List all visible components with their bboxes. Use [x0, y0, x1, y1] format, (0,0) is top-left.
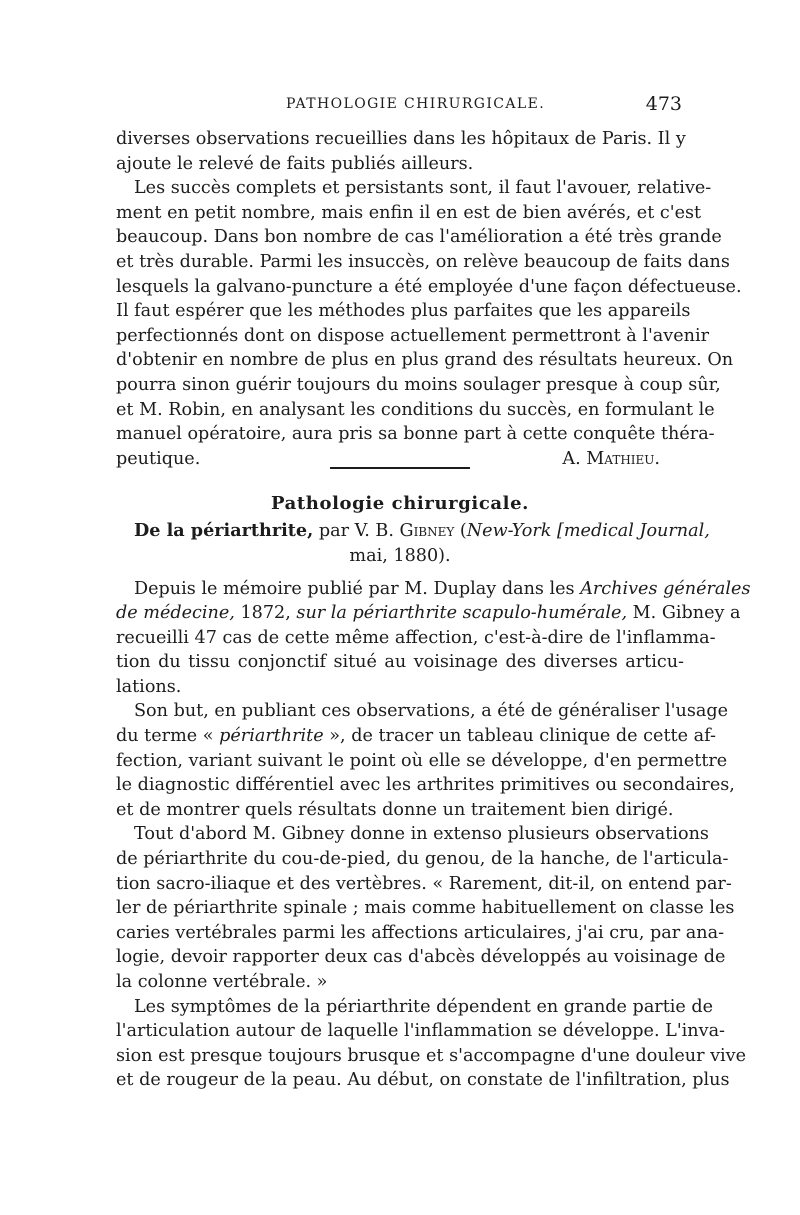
paragraph-purpose: [116, 699, 735, 822]
text-line: logie, devoir rapporter deux cas d'abcès développés au voisinage de: [116, 947, 726, 968]
text-line: tion du tissu conjonctif situé au voisinage des diverses articu-: [116, 652, 684, 673]
body-text: [116, 127, 751, 1093]
text-line: recueilli 47 cas de cette même affection, c'est-à-dire de l'inflamma-: [116, 627, 716, 648]
cited-title: Archives générales: [580, 578, 751, 599]
cited-title: de médecine,: [116, 603, 235, 624]
emphasized-term: périarthrite: [219, 726, 324, 747]
text-line: Il faut espérer que les méthodes plus parfaites que les appareils: [116, 301, 691, 322]
running-head: [116, 93, 684, 119]
running-head-title: PATHOLOGIE CHIRURGICALE.: [286, 96, 546, 112]
entry-title: De la périarthrite,: [134, 520, 314, 542]
author-signature: A. Mathieu.: [562, 448, 660, 469]
text-run: M. Gibney a: [627, 603, 741, 624]
text-line: Les succès complets et persistants sont, il faut l'avouer, relative-: [134, 178, 712, 199]
text-line: ler de périarthrite spinale ; mais comme habituellement on classe les: [116, 898, 735, 919]
text-line: [116, 601, 741, 626]
entry-journal: New-York [medical Journal,: [466, 521, 710, 542]
paragraph-symptoms: [116, 995, 747, 1093]
paragraph-conclusion: [116, 176, 742, 471]
text-line: Tout d'abord M. Gibney donne in extenso plusieurs observations: [134, 824, 709, 845]
text-line: et de montrer quels résultats donne un traitement bien dirigé.: [116, 799, 674, 820]
text-run: Depuis le mémoire publié par M. Duplay dans les: [134, 578, 581, 599]
text-line: perfectionnés dont on dispose actuellement permettront à l'avenir: [116, 325, 709, 346]
text-run: 1872,: [234, 603, 297, 624]
text-line: manuel opératoire, aura pris sa bonne part à cette conquête théra-: [116, 424, 715, 445]
text-line: peutique.: [116, 448, 201, 469]
text-line: Les symptômes de la périarthrite dépendent en grande partie de: [134, 996, 714, 1017]
text-line: lesquels la galvano-puncture a été employée d'une façon défectueuse.: [116, 276, 742, 297]
section-heading: Pathologie chirurgicale.: [270, 493, 530, 515]
text-line: diverses observations recueillies dans les hôpitaux de Paris. Il y: [116, 129, 686, 149]
section-divider-rule: [330, 467, 470, 469]
text-line: [116, 724, 716, 749]
text-line: le diagnostic différentiel avec les arthrites primitives ou secondaires,: [116, 775, 735, 796]
text-line: beaucoup. Dans bon nombre de cas l'amélioration a été très grande: [116, 227, 722, 248]
entry-author: Gibney: [399, 521, 455, 542]
text-line: tion sacro-iliaque et des vertèbres. « Rarement, dit-il, on entend par-: [116, 873, 732, 894]
cited-title: sur la périarthrite scapulo-humérale,: [296, 603, 628, 624]
text-run: », de tracer un tableau clinique de cette af-: [323, 726, 716, 747]
text-line: et de rougeur de la peau. Au début, on constate de l'infiltration, plus: [116, 1070, 730, 1091]
entry-date: mai, 1880).: [349, 545, 451, 566]
entry-paren: (: [454, 521, 467, 542]
text-line: de périarthrite du cou-de-pied, du genou, de la hanche, de l'articula-: [116, 849, 729, 870]
page-number: 473: [645, 93, 682, 115]
text-line: d'obtenir en nombre de plus en plus grand des résultats heureux. On: [116, 350, 734, 371]
text-line: fection, variant suivant le point où elle se développe, d'en permettre: [116, 750, 728, 771]
text-run: du terme «: [116, 726, 220, 747]
text-line: caries vertébrales parmi les affections articulaires, j'ai cru, par ana-: [116, 922, 725, 943]
text-line: ajoute le relevé de faits publiés ailleurs.: [116, 153, 474, 174]
text-line: pourra sinon guérir toujours du moins soulager presque à coup sûr,: [116, 374, 721, 395]
text-line: et M. Robin, en analysant les conditions du succès, en formulant le: [116, 399, 715, 420]
text-line: Son but, en publiant ces observations, a été de généraliser l'usage: [134, 701, 729, 722]
text-line: sion est presque toujours brusque et s'accompagne d'une douleur vive: [116, 1045, 747, 1066]
text-line: l'articulation autour de laquelle l'inflammation se développe. L'inva-: [116, 1021, 726, 1042]
entry-citation: [116, 519, 710, 544]
entry-by: par V. B.: [313, 521, 400, 542]
paragraph-duplay: [116, 577, 751, 700]
text-line: ment en petit nombre, mais enfin il en est de bien avérés, et c'est: [116, 202, 702, 223]
article-entry-heading: [116, 519, 710, 568]
text-line: [116, 577, 751, 602]
continued-paragraph: [116, 127, 684, 176]
paragraph-observations: [116, 822, 735, 994]
text-line: la colonne vertébrale. »: [116, 972, 328, 992]
signature-line: [116, 447, 684, 472]
text-line: lations.: [116, 676, 182, 697]
text-line: et très durable. Parmi les insuccès, on relève beaucoup de faits dans: [116, 251, 730, 272]
